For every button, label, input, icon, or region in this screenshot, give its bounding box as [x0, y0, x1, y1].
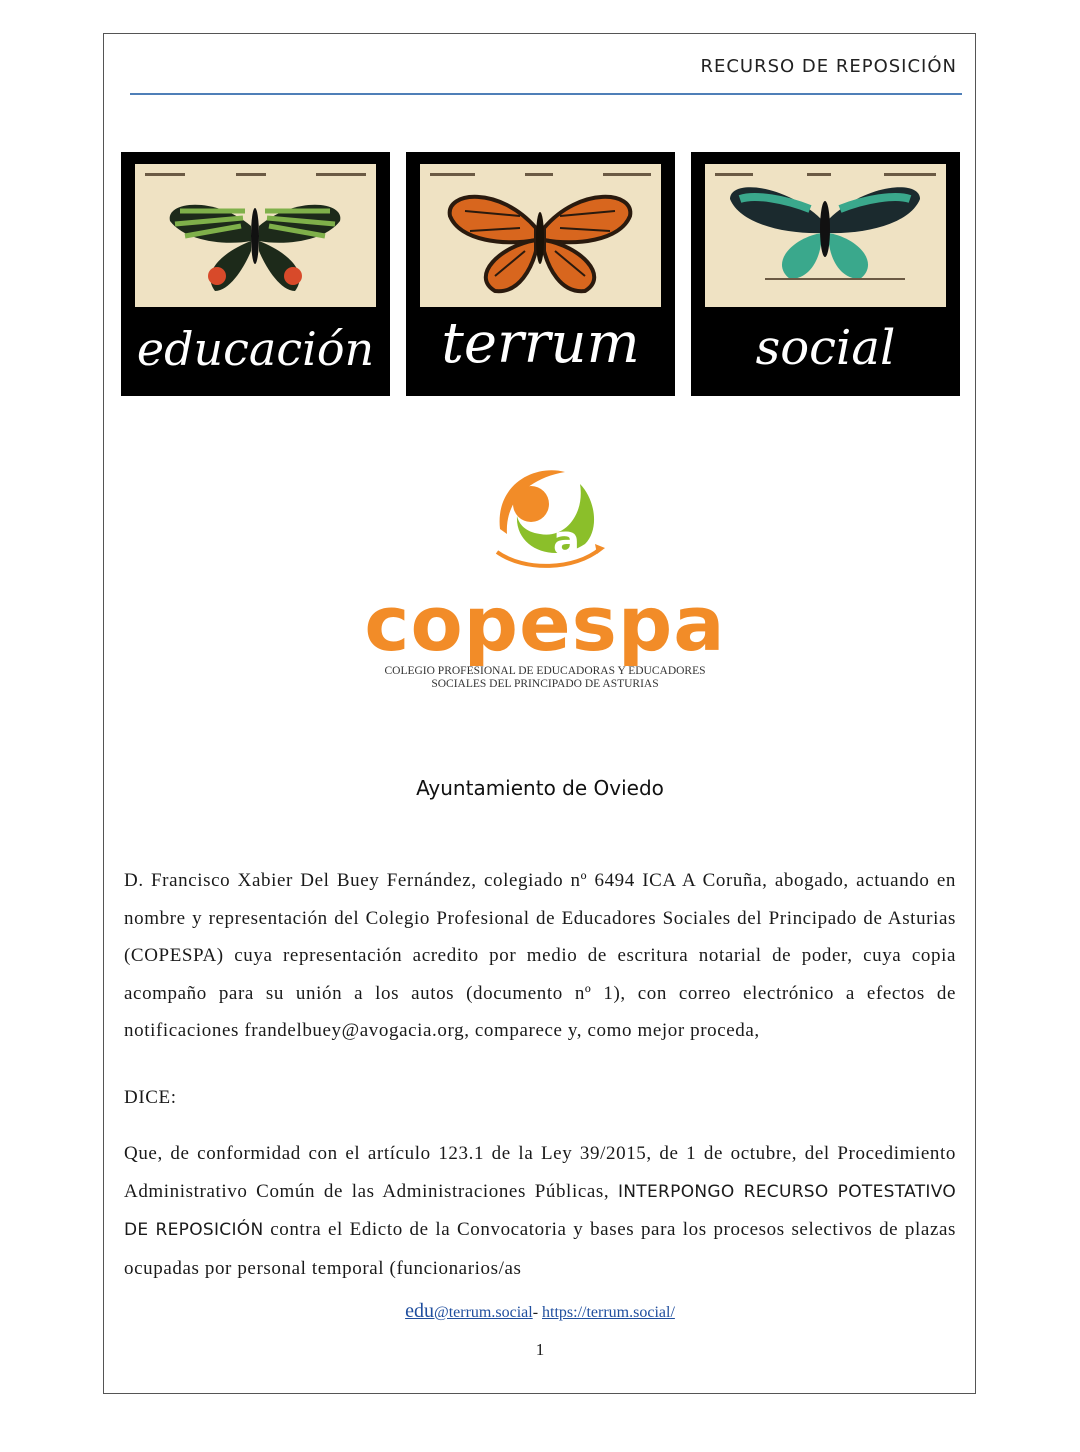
- email-link-rest: @terrum.social: [433, 1304, 533, 1321]
- appeal-emphasis: INTERPONGO RECURSO POTESTATIVO DE REPOSICIÓN: [124, 1181, 956, 1240]
- logo-subtitle-line1: COLEGIO PROFESIONAL DE EDUCADORAS Y EDUCADORES: [384, 665, 706, 677]
- recipient-heading: Ayuntamiento de Oviedo: [416, 776, 664, 800]
- copespa-emblem-icon: [355, 466, 735, 586]
- butterfly-plate-image: [135, 164, 376, 307]
- logo-subtitle-line2: SOCIALES DEL PRINCIPADO DE ASTURIAS: [431, 678, 659, 690]
- intro-paragraph: D. Francisco Xabier Del Buey Fernández, colegiado nº 6494 ICA A Coruña, abogado, actuando en nombre y representación del Colegio Profesional de Educadores Sociales del Principado de Asturias (COPESPA) cuya representación acredito por medio de escritura notarial de poder, cuya copia acompaño para su unión a los autos (documento nº 1), con correo electrónico a efectos de notificaciones frandelbuey@avogacia.org, comparece y, como mejor proceda,: [124, 870, 956, 1041]
- appeal-text-end: contra el Edicto de la Convocatoria y bases para los procesos selectivos de plazas ocupadas por personal temporal (funcionarios/as: [124, 1219, 956, 1279]
- header-divider: [130, 93, 962, 95]
- footer-separator: -: [532, 1304, 543, 1321]
- footer-links: [0, 1300, 1080, 1323]
- banner-word-social: social: [755, 320, 896, 376]
- butterfly-urania-icon: [135, 164, 376, 307]
- running-header: RECURSO DE REPOSICIÓN: [700, 56, 957, 77]
- logo-subtitle: [355, 665, 735, 691]
- banner-panel-social: [691, 152, 960, 396]
- appeal-text-start: Que, de conformidad con el artículo 123.1 de la Ley 39/2015, de 1 de octubre, del Procedimiento Administrativo Común de las Administraciones Públicas,: [124, 1143, 956, 1202]
- butterfly-plate-image: [420, 164, 661, 307]
- logo-wordmark: copespa: [364, 579, 726, 668]
- email-link[interactable]: [405, 1300, 533, 1322]
- svg-text:a: a: [553, 518, 580, 564]
- banner-word-educacion: educación: [136, 322, 375, 376]
- website-link[interactable]: https://terrum.social/: [542, 1304, 675, 1321]
- butterfly-ornithoptera-icon: [705, 164, 946, 307]
- page-number: 1: [535, 1340, 545, 1359]
- banner-panel-educacion: [121, 152, 390, 396]
- email-link-prefix: edu: [405, 1300, 434, 1322]
- appeal-paragraph: [124, 1135, 956, 1285]
- butterfly-monarch-icon: [420, 164, 661, 307]
- copespa-logo: [355, 466, 735, 696]
- dice-heading: DICE:: [124, 1087, 177, 1108]
- butterfly-plate-image: [705, 164, 946, 307]
- banner-panel-terrum: [406, 152, 675, 396]
- banner-word-terrum: terrum: [441, 311, 640, 376]
